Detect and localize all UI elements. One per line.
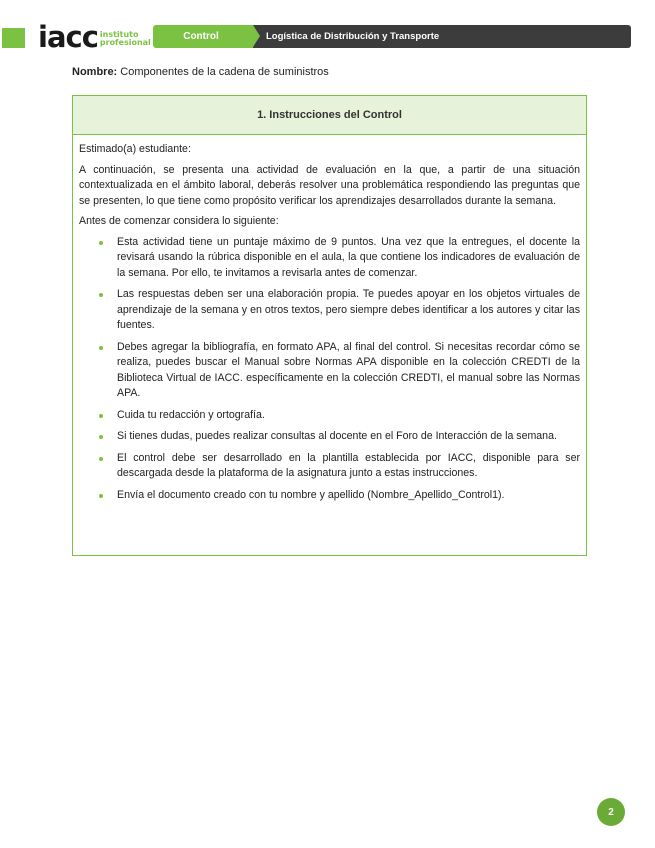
- page-number-badge: 2: [597, 798, 625, 826]
- course-title: Logística de Distribución y Transporte: [266, 31, 440, 42]
- header-course-bar: [253, 25, 631, 48]
- list-item: Cuida tu redacción y ortografía.: [117, 408, 580, 424]
- header-accent-square: [2, 28, 25, 48]
- header-tab-label: Control: [183, 31, 219, 42]
- list-item: Si tienes dudas, puedes realizar consultas al docente en el Foro de Interacción de la semana.: [117, 429, 580, 445]
- instructions-title: 1. Instrucciones del Control: [73, 96, 586, 135]
- greeting: Estimado(a) estudiante:: [79, 143, 191, 155]
- logo-subtitle-line2: profesional: [99, 38, 151, 47]
- logo-wordmark: iacc: [38, 19, 98, 54]
- lead-paragraph: Antes de comenzar considera lo siguiente:: [79, 215, 279, 227]
- instructions-body: [73, 135, 586, 503]
- list-item: Las respuestas deben ser una elaboración propia. Te puedes apoyar en los objetos virtuales de aprendizaje de la semana y en otros textos, pero siempre debes identificar a los autores y citar las fuentes.: [117, 287, 580, 334]
- logo-subtitle: [100, 31, 151, 47]
- document-name-line: [72, 66, 329, 78]
- header-tab-control: [153, 25, 253, 48]
- logo-subtitle-line1: instituto: [99, 30, 139, 39]
- iacc-logo: [38, 19, 151, 54]
- list-item: Esta actividad tiene un puntaje máximo de 9 puntos. Una vez que la entregues, el docente la revisará usando la rúbrica disponible en el aula, la que contiene los indicadores de evaluación de la semana. Por ello, te invitamos a revisarla antes de comenzar.: [117, 235, 580, 282]
- intro-paragraph: A continuación, se presenta una actividad de evaluación en la que, a partir de una situación contextualizada en el ámbito laboral, deberás resolver una problemática respondiendo las preguntas que se presenten, lo que tiene como propósito verificar los aprendizajes desarrollados durante la semana.: [79, 163, 580, 207]
- instructions-list: [79, 235, 580, 504]
- instructions-box: [72, 95, 587, 556]
- list-item: Debes agregar la bibliografía, en formato APA, al final del control. Si necesitas recordar cómo se realiza, puedes buscar el Manual sobre Normas APA disponible en la colección CREDTI de la Biblioteca Virtual de IACC. específicamente en la colección CREDTI, el manual sobre las Normas APA.: [117, 340, 580, 402]
- header-arrow-icon: [253, 25, 260, 47]
- list-item: Envía el documento creado con tu nombre y apellido (Nombre_Apellido_Control1).: [117, 488, 580, 504]
- list-item: El control debe ser desarrollado en la plantilla establecida por IACC, disponible para ser descargada desde la plataforma de la asignatura junto a estas instrucciones.: [117, 451, 580, 482]
- name-value: Componentes de la cadena de suministros: [117, 66, 329, 78]
- name-label: Nombre:: [72, 66, 118, 78]
